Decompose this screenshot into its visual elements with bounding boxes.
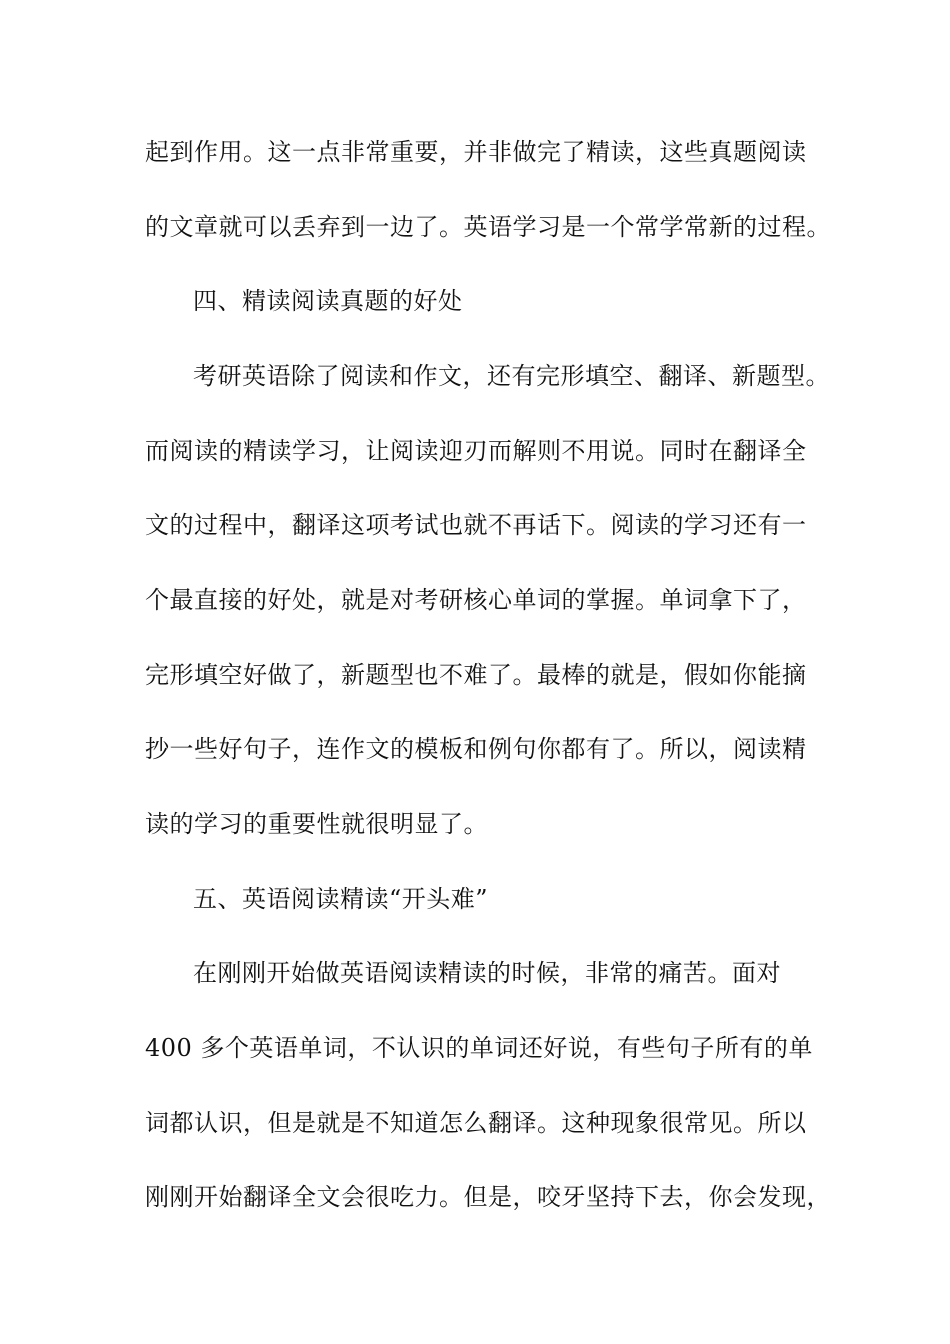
text-line: 抄一些好句子，连作文的模板和例句你都有了。所以，阅读精 — [145, 735, 807, 763]
text-line: 400 多个英语单词，不认识的单词还好说，有些句子所有的单 — [145, 1034, 813, 1062]
text-line: 而阅读的精读学习，让阅读迎刃而解则不用说。同时在翻译全 — [145, 437, 807, 465]
text-line: 文的过程中，翻译这项考试也就不再话下。阅读的学习还有一 — [145, 511, 807, 539]
text-line: 起到作用。这一点非常重要，并非做完了精读，这些真题阅读 — [145, 138, 807, 166]
text-line: 的文章就可以丢弃到一边了。英语学习是一个常学常新的过程。 — [145, 213, 831, 241]
text-line: 在刚刚开始做英语阅读精读的时候，非常的痛苦。面对 — [193, 959, 781, 987]
text-line: 词都认识，但是就是不知道怎么翻译。这种现象很常见。所以 — [145, 1109, 807, 1137]
text-line: 刚刚开始翻译全文会很吃力。但是，咬牙坚持下去，你会发现， — [145, 1183, 831, 1211]
section-heading: 五、英语阅读精读“开头难” — [193, 885, 489, 913]
text-line: 个最直接的好处，就是对考研核心单词的掌握。单词拿下了， — [145, 586, 807, 614]
text-line: 完形填空好做了，新题型也不难了。最棒的就是，假如你能摘 — [145, 661, 807, 689]
text-line: 考研英语除了阅读和作文，还有完形填空、翻译、新题型。 — [193, 362, 830, 390]
text-line: 读的学习的重要性就很明显了。 — [145, 810, 488, 838]
section-heading: 四、精读阅读真题的好处 — [193, 287, 463, 315]
